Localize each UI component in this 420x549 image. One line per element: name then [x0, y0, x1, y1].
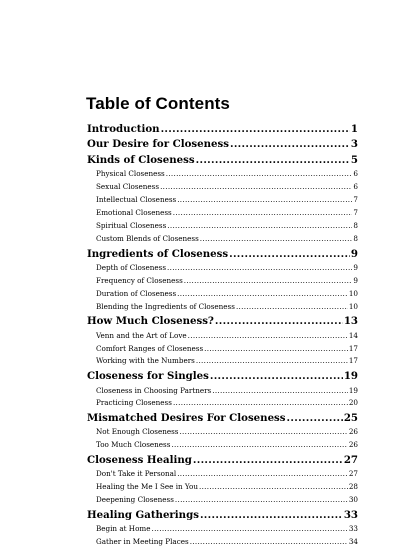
toc-subsection-page-number: 26 [348, 440, 358, 450]
toc-chapter-label: Mismatched Desires For Closeness [87, 412, 286, 425]
toc-subsection[interactable] [87, 288, 358, 301]
toc-subsection-page-number: 6 [353, 182, 358, 192]
dot-leader [204, 343, 348, 356]
toc-subsection[interactable] [87, 181, 358, 194]
toc-subsection-label: Too Much Closeness [96, 440, 171, 450]
toc-chapter[interactable] [87, 313, 358, 329]
toc-subsection-label: Don't Take it Personal [96, 469, 177, 479]
toc-subsection-label: Spiritual Closeness [96, 220, 167, 230]
dot-leader [193, 452, 343, 468]
toc-subsection-page-number: 26 [348, 427, 358, 437]
dot-leader [173, 207, 353, 220]
toc-subsection-label: Gather in Meeting Places [96, 537, 189, 547]
toc-chapter-label: Healing Gatherings [87, 509, 199, 522]
toc-subsection-label: Frequency of Closeness [96, 275, 183, 285]
toc-subsection-label: Comfort Ranges of Closeness [96, 343, 204, 353]
toc-subsection-page-number: 10 [348, 301, 358, 311]
dot-leader [210, 368, 343, 384]
toc-subsection[interactable] [87, 494, 358, 507]
dot-leader [184, 275, 353, 288]
toc-subsection[interactable] [87, 233, 358, 246]
toc-subsection-page-number: 34 [348, 537, 358, 547]
toc-subsection-page-number: 14 [348, 330, 358, 340]
toc-chapter-label: How Much Closeness? [87, 315, 214, 328]
toc-subsection-page-number: 28 [348, 482, 358, 492]
toc-chapter[interactable] [87, 452, 358, 468]
toc-chapter-label: Closeness for Singles [87, 370, 209, 383]
toc-chapter[interactable] [87, 136, 358, 152]
toc-subsection[interactable] [87, 343, 358, 356]
dot-leader [200, 233, 353, 246]
toc-chapter-page-number: 3 [350, 138, 358, 150]
dot-leader [177, 288, 348, 301]
dot-leader [229, 246, 350, 262]
toc-chapter[interactable] [87, 246, 358, 262]
toc-subsection-label: Closeness in Choosing Partners [96, 385, 212, 395]
toc-chapter-page-number: 19 [343, 370, 358, 383]
dot-leader [215, 313, 343, 329]
dot-leader [160, 181, 352, 194]
toc-subsection[interactable] [87, 220, 358, 233]
toc-subsection-label: Blending the Ingredients of Closeness [96, 301, 235, 311]
toc-subsection[interactable] [87, 426, 358, 439]
toc-subsection-label: Deepening Closeness [96, 495, 174, 505]
dot-leader [167, 220, 352, 233]
dot-leader [188, 330, 348, 343]
toc-subsection[interactable] [87, 330, 358, 343]
dot-leader [287, 410, 343, 426]
toc-subsection-page-number: 7 [353, 208, 358, 218]
toc-subsection-page-number: 33 [348, 524, 358, 534]
toc-chapter-label: Our Desire for Closeness [87, 138, 229, 150]
dot-leader [212, 385, 348, 398]
toc-subsection-label: Physical Closeness [96, 169, 165, 179]
table-of-contents [87, 122, 358, 549]
dot-leader [177, 194, 352, 207]
toc-subsection-page-number: 20 [348, 398, 358, 408]
dot-leader [166, 168, 353, 181]
toc-chapter-label: Closeness Healing [87, 454, 192, 467]
toc-subsection-page-number: 19 [348, 385, 358, 395]
toc-subsection[interactable] [87, 168, 358, 181]
toc-subsection[interactable] [87, 275, 358, 288]
page-title: Table of Contents [86, 94, 230, 113]
toc-subsection-label: Healing the Me I See in You [96, 482, 198, 492]
toc-subsection-label: Begin at Home [96, 524, 151, 534]
toc-subsection-page-number: 27 [348, 469, 358, 479]
dot-leader [236, 301, 348, 314]
toc-chapter-page-number: 13 [343, 315, 358, 328]
toc-subsection-page-number: 10 [348, 288, 358, 298]
toc-chapter-label: Kinds of Closeness [87, 154, 195, 167]
toc-subsection-label: Practicing Closeness [96, 398, 172, 408]
toc-chapter-page-number: 25 [343, 412, 358, 425]
dot-leader [167, 262, 352, 275]
dot-leader [196, 355, 348, 368]
toc-subsection-page-number: 7 [353, 195, 358, 205]
dot-leader [190, 536, 348, 549]
dot-leader [230, 136, 350, 152]
dot-leader [171, 439, 347, 452]
toc-chapter-page-number: 1 [350, 123, 358, 135]
toc-subsection-page-number: 6 [353, 169, 358, 179]
toc-chapter[interactable] [87, 507, 358, 523]
dot-leader [177, 468, 348, 481]
toc-subsection-label: Intellectual Closeness [96, 195, 177, 205]
dot-leader [200, 507, 343, 523]
toc-subsection-page-number: 17 [348, 356, 358, 366]
toc-subsection[interactable] [87, 536, 358, 549]
toc-subsection-label: Not Enough Closeness [96, 427, 179, 437]
toc-subsection[interactable] [87, 194, 358, 207]
toc-chapter[interactable] [87, 122, 358, 136]
toc-subsection[interactable] [87, 355, 358, 368]
toc-subsection[interactable] [87, 397, 358, 410]
toc-subsection-page-number: 8 [353, 220, 358, 230]
toc-subsection[interactable] [87, 301, 358, 314]
toc-subsection[interactable] [87, 385, 358, 398]
dot-leader [151, 523, 347, 536]
toc-subsection[interactable] [87, 439, 358, 452]
toc-chapter-page-number: 33 [343, 509, 358, 522]
toc-subsection-page-number: 9 [353, 262, 358, 272]
toc-subsection-label: Working with the Numbers [96, 356, 195, 366]
toc-subsection-page-number: 9 [353, 275, 358, 285]
toc-subsection[interactable] [87, 468, 358, 481]
toc-chapter[interactable] [87, 368, 358, 384]
toc-chapter-label: Introduction [87, 123, 160, 135]
dot-leader [196, 152, 350, 168]
toc-subsection[interactable] [87, 207, 358, 220]
toc-subsection-label: Custom Blends of Closeness [96, 233, 199, 243]
toc-subsection[interactable] [87, 523, 358, 536]
dot-leader [199, 481, 348, 494]
toc-subsection-label: Duration of Closeness [96, 288, 177, 298]
toc-chapter-page-number: 9 [350, 247, 358, 260]
toc-subsection[interactable] [87, 262, 358, 275]
toc-subsection[interactable] [87, 481, 358, 494]
dot-leader [161, 122, 350, 136]
toc-subsection-label: Sexual Closeness [96, 182, 160, 192]
toc-chapter-page-number: 27 [343, 454, 358, 467]
toc-subsection-label: Emotional Closeness [96, 208, 172, 218]
toc-subsection-page-number: 8 [353, 233, 358, 243]
toc-chapter-label: Ingredients of Closeness [87, 247, 229, 260]
toc-chapter-page-number: 5 [350, 154, 358, 167]
toc-chapter[interactable] [87, 410, 358, 426]
toc-subsection-label: Depth of Closeness [96, 262, 167, 272]
dot-leader [179, 426, 347, 439]
toc-chapter[interactable] [87, 152, 358, 168]
dot-leader [173, 397, 348, 410]
toc-subsection-page-number: 30 [348, 495, 358, 505]
toc-subsection-label: Venn and the Art of Love [96, 330, 187, 340]
toc-subsection-page-number: 17 [348, 343, 358, 353]
dot-leader [175, 494, 348, 507]
